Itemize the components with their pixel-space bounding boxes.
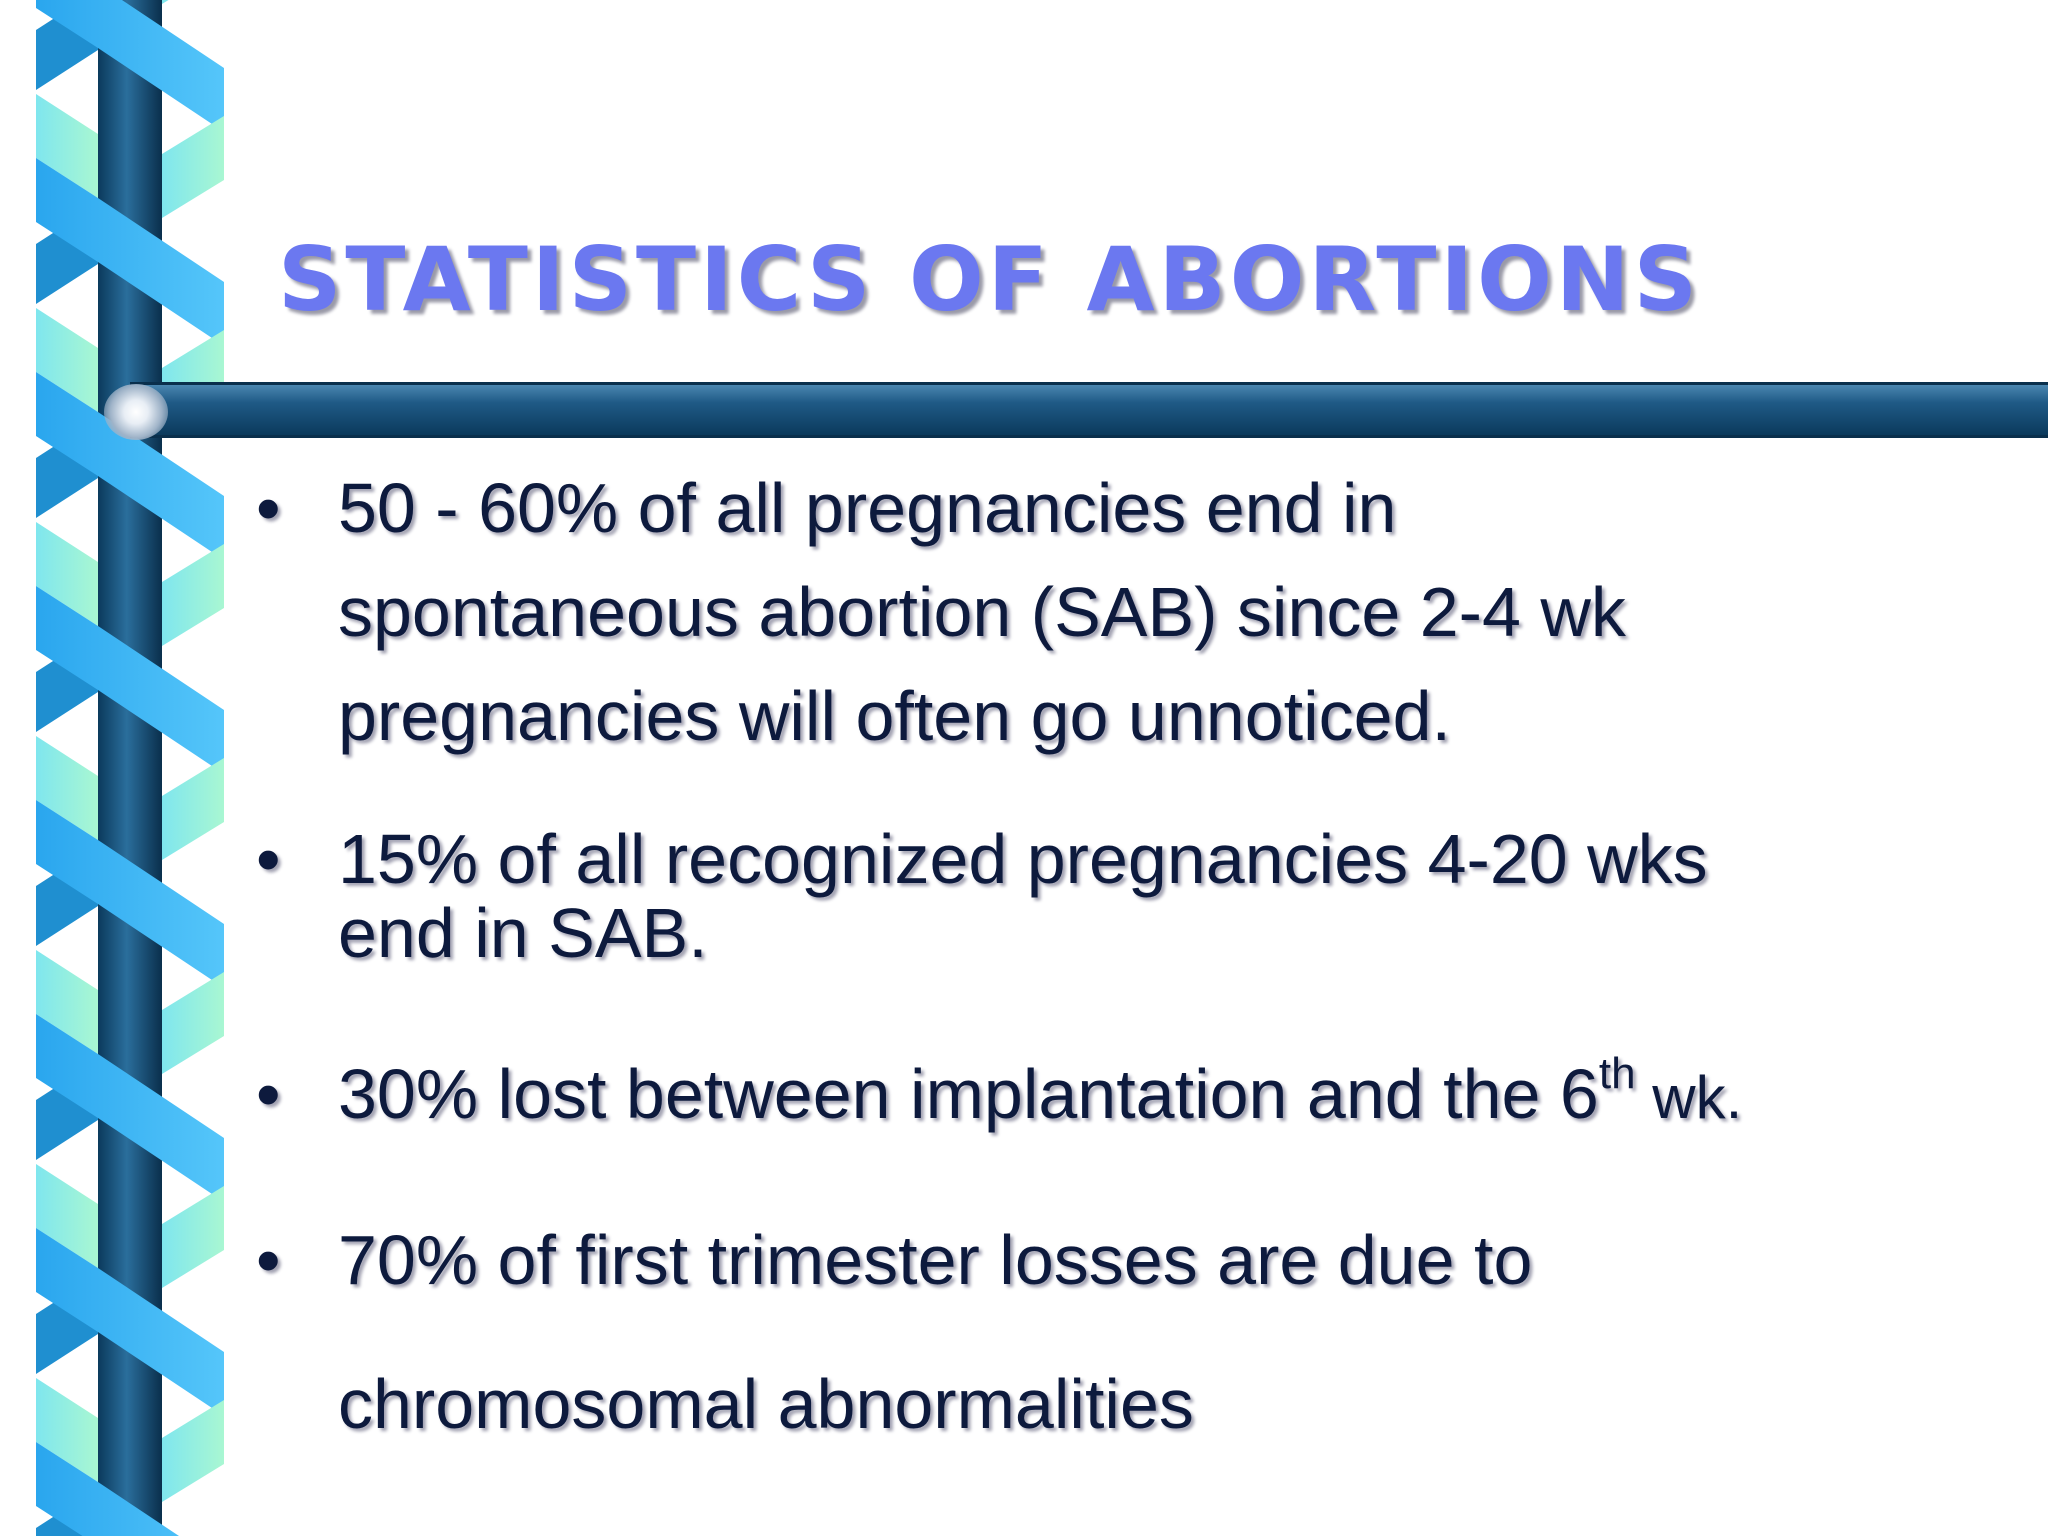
bullet-text-line: 15% of all recognized pregnancies 4-20 wks xyxy=(338,820,1708,898)
bullet-text-main: 30% lost between implantation and the 6 xyxy=(338,1055,1599,1133)
bullet-text-line: 50 - 60% of all pregnancies end in xyxy=(338,469,1397,547)
bullet-text-line: pregnancies will often go unnoticed. xyxy=(338,677,1451,755)
bullet-text-line: end in SAB. xyxy=(338,894,708,972)
ordinal-superscript: th xyxy=(1598,1049,1636,1098)
bullet-text-line: chromosomal abnormalities xyxy=(338,1365,1194,1443)
bullet-icon: • xyxy=(256,469,281,547)
bullet-text-tail: wk. xyxy=(1635,1064,1743,1131)
bullet-icon: • xyxy=(256,820,281,898)
bullet-text-line: 70% of first trimester losses are due to xyxy=(338,1221,1533,1299)
bullet-icon: • xyxy=(256,1055,281,1133)
bullet-text-line: spontaneous abortion (SAB) since 2-4 wk xyxy=(338,573,1626,651)
bullet-icon: • xyxy=(256,1221,281,1299)
slide-title: STATISTICS OF ABORTIONS xyxy=(278,228,1701,331)
bullet-text-line xyxy=(338,1042,1742,1156)
